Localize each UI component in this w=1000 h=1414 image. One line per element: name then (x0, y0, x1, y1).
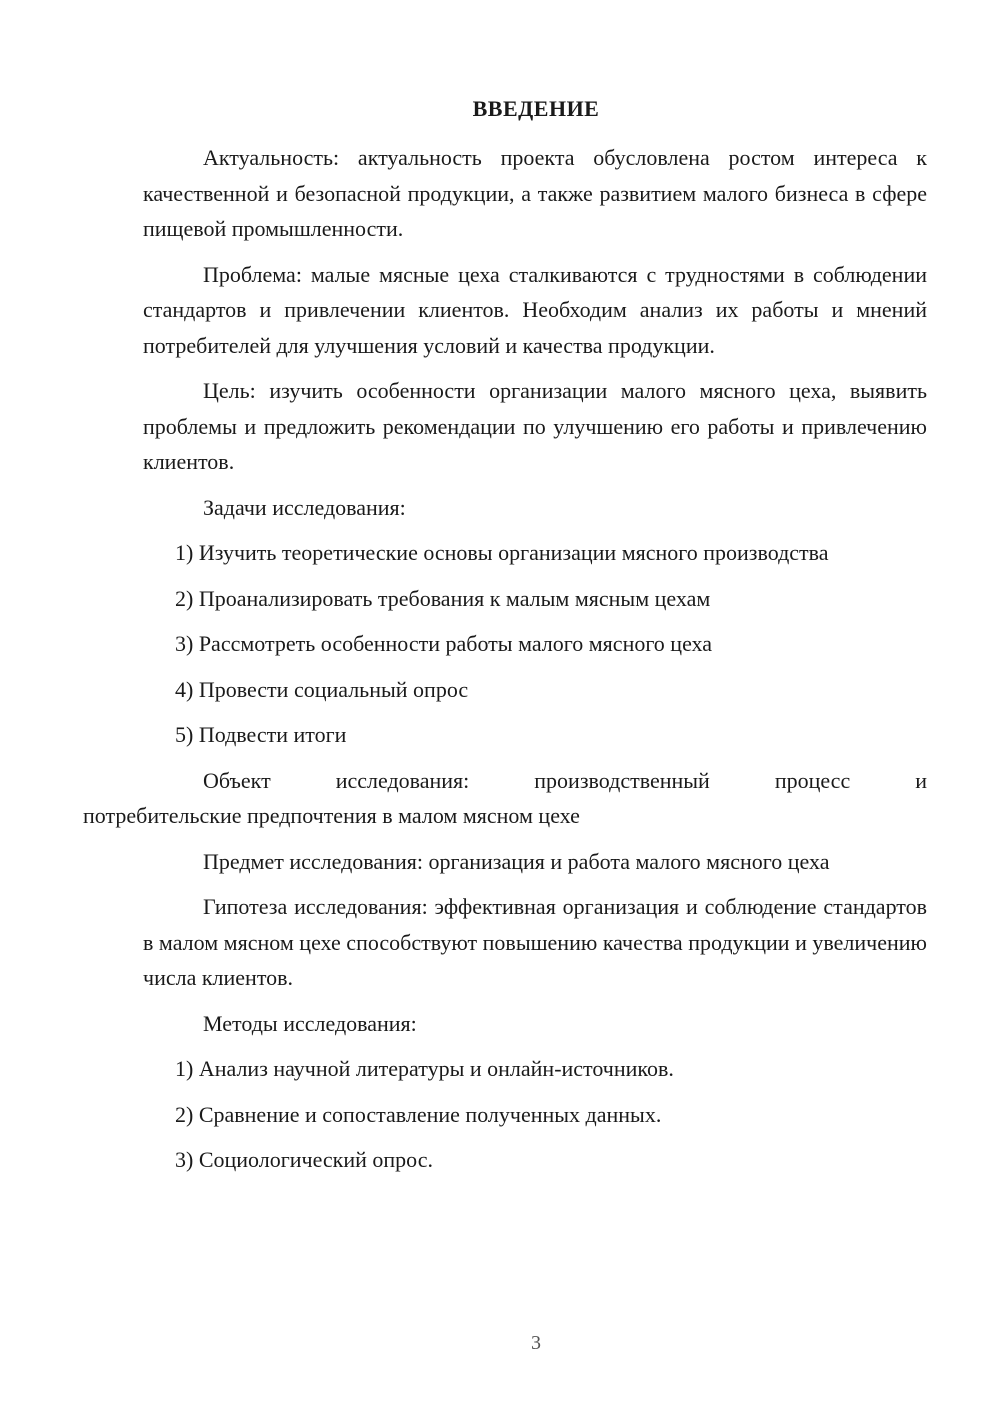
list-item: 1) Изучить теоретические основы организации мясного производства (175, 540, 829, 565)
object-paragraph (83, 763, 927, 834)
object-line-1: Объект исследования: производственный процесс и (203, 767, 927, 793)
goal-paragraph: Цель: изучить особенности организации малого мясного цеха, выявить проблемы и предложить рекомендации по улучшению его работы и привлечению клиентов. (143, 378, 927, 474)
list-item: 3) Рассмотреть особенности работы малого мясного цеха (175, 631, 713, 656)
document-title: ВВЕДЕНИЕ (472, 96, 600, 121)
list-item: 4) Провести социальный опрос (175, 676, 469, 702)
object-line-2: потребительские предпочтения в малом мясном цехе (83, 803, 580, 828)
list-item: 2) Сравнение и сопоставление полученных данных. (175, 1101, 662, 1127)
list-item: 1) Анализ научной литературы и онлайн-источников. (175, 1056, 674, 1081)
problem-paragraph: Проблема: малые мясные цеха сталкиваются с трудностями в соблюдении стандартов и привлечении клиентов. Необходим анализ их работы и мнений потребителей для улучшения условий и качества продукции. (143, 261, 927, 358)
document-body (83, 140, 927, 1188)
list-item: 5) Подвести итоги (175, 722, 347, 747)
subject-paragraph: Предмет исследования: организация и работа малого мясного цеха (203, 848, 830, 874)
methods-list (143, 1051, 927, 1178)
list-item: 3) Социологический опрос. (175, 1147, 433, 1172)
page-number: 3 (531, 1332, 541, 1354)
relevance-paragraph: Актуальность: актуальность проекта обусловлена ростом интереса к качественной и безопасной продукции, а также развитием малого бизнеса в сфере пищевой промышленности. (143, 145, 927, 241)
list-item: 2) Проанализировать требования к малым мясным цехам (175, 585, 711, 611)
methods-heading: Методы исследования: (203, 1010, 417, 1036)
tasks-list (143, 535, 927, 753)
tasks-heading: Задачи исследования: (203, 494, 406, 520)
hypothesis-paragraph: Гипотеза исследования: эффективная организация и соблюдение стандартов в малом мясном цехе способствуют повышению качества продукции и увеличению числа клиентов. (143, 894, 927, 990)
